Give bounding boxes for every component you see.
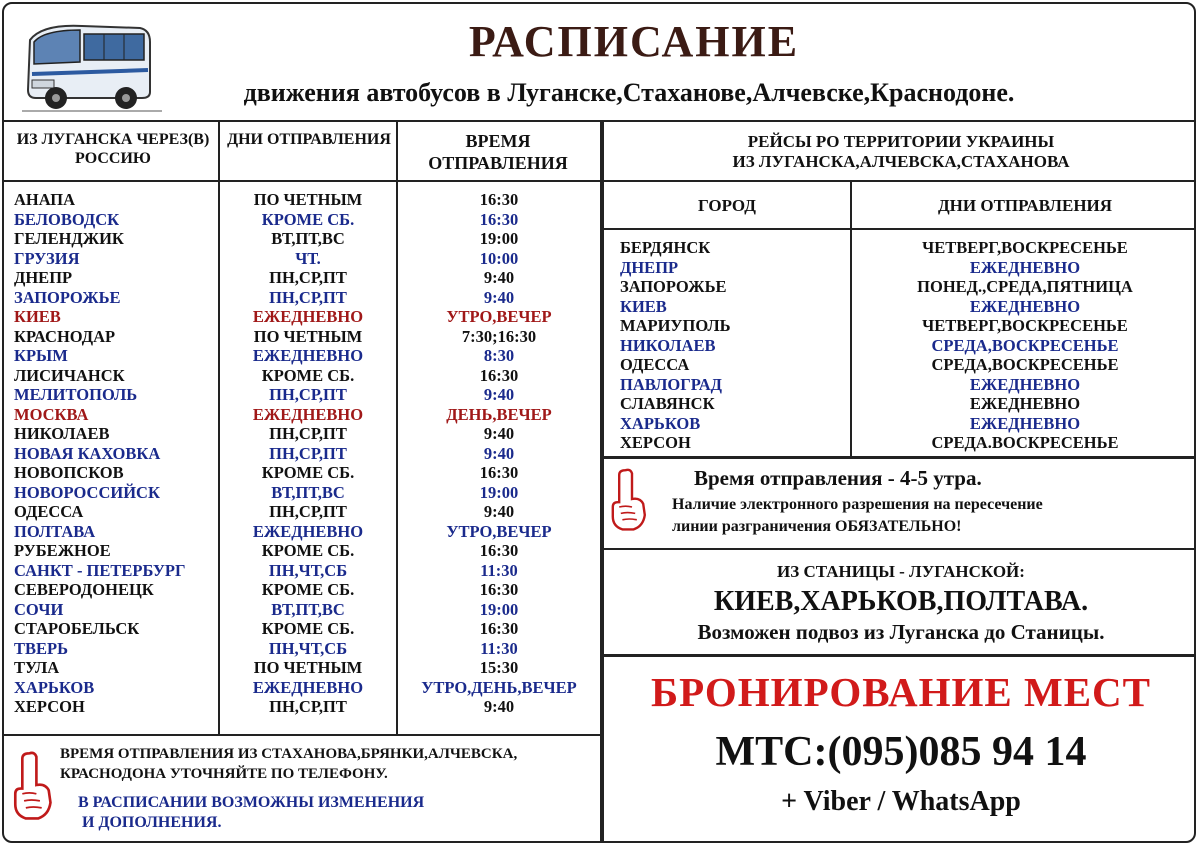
route-days: ЕЖЕДНЕВНО xyxy=(252,346,364,365)
ukraine-days-list xyxy=(852,238,1196,453)
route-days: ПН,СР,ПТ xyxy=(269,287,347,307)
route-time: ДЕНЬ,ВЕЧЕР xyxy=(446,404,552,424)
ukraine-route-city: ДНЕПР xyxy=(620,257,679,277)
route-time: 11:30 xyxy=(480,560,518,580)
left-header-divider xyxy=(4,180,600,182)
route-time: УТРО,ВЕЧЕР xyxy=(446,521,552,541)
route-city: НОВОПСКОВ xyxy=(14,463,124,482)
route-days: КРОМЕ СБ. xyxy=(261,619,355,638)
route-city: КРЫМ xyxy=(14,346,68,365)
route-days: ЕЖЕДНЕВНО xyxy=(252,404,364,424)
route-city: РУБЕЖНОЕ xyxy=(14,541,111,560)
header-right-days: ДНИ ОТПРАВЛЕНИЯ xyxy=(937,196,1113,215)
time-list xyxy=(398,190,600,717)
days-list xyxy=(220,190,396,717)
ukraine-route-days: ЧЕТВЕРГ,ВОСКРЕСЕНЬЕ xyxy=(922,316,1128,335)
route-time: УТРО,ВЕЧЕР xyxy=(446,307,552,326)
left-table-bottom xyxy=(4,734,600,736)
route-time: 9:40 xyxy=(483,697,515,716)
route-time: 19:00 xyxy=(479,482,519,502)
route-time: 19:00 xyxy=(479,599,519,619)
ukraine-route-city: ХЕРСОН xyxy=(620,433,691,452)
route-days: ВТ,ПТ,ВС xyxy=(271,599,345,619)
route-city: БЕЛОВОДСК xyxy=(14,209,120,229)
route-days: ВТ,ПТ,ВС xyxy=(271,229,345,248)
route-time: 9:40 xyxy=(483,424,515,443)
route-city: ТУЛА xyxy=(14,658,60,677)
ukraine-route-days: ЕЖЕДНЕВНО xyxy=(969,257,1081,277)
route-days: ПН,СР,ПТ xyxy=(269,697,347,716)
route-days: КРОМЕ СБ. xyxy=(261,209,355,229)
departure-time-note: Время отправления - 4-5 утра. xyxy=(694,466,982,490)
route-city: ГРУЗИЯ xyxy=(14,248,80,268)
ukraine-route-city: ХАРЬКОВ xyxy=(620,413,701,433)
route-city: ДНЕПР xyxy=(14,268,73,287)
booking-phone: МТС:(095)085 94 14 xyxy=(715,729,1087,775)
permit-divider xyxy=(604,548,1196,550)
route-time: 15:30 xyxy=(479,658,519,677)
route-days: ПО ЧЕТНЫМ xyxy=(253,190,363,209)
route-days: ПН,СР,ПТ xyxy=(269,443,347,463)
route-city: ЛИСИЧАНСК xyxy=(14,365,125,385)
route-time: 19:00 xyxy=(479,229,519,248)
route-city: КИЕВ xyxy=(14,307,61,326)
ukraine-route-city: ПАВЛОГРАД xyxy=(620,374,722,394)
permit-note-line2: линии разграничения ОБЯЗАТЕЛЬНО! xyxy=(672,518,962,535)
left-note-line4: И ДОПОЛНЕНИЯ. xyxy=(82,814,222,831)
ukraine-route-city: ЗАПОРОЖЬЕ xyxy=(620,277,727,296)
route-time: 16:30 xyxy=(479,365,519,385)
route-days: ПО ЧЕТНЫМ xyxy=(253,658,363,677)
route-city: САНКТ - ПЕТЕРБУРГ xyxy=(14,560,186,580)
left-note-line1: ВРЕМЯ ОТПРАВЛЕНИЯ ИЗ СТАХАНОВА,БРЯНКИ,АЛЧЕВСКА, xyxy=(60,746,518,762)
route-city: НИКОЛАЕВ xyxy=(14,424,110,443)
route-time: 11:30 xyxy=(480,638,518,658)
route-days: ПН,СР,ПТ xyxy=(269,424,347,443)
stanitsa-divider xyxy=(604,654,1196,657)
route-days: ПН,СР,ПТ xyxy=(269,502,347,521)
ukraine-route-city: СЛАВЯНСК xyxy=(620,394,715,413)
route-time: 16:30 xyxy=(479,463,519,482)
header-from-lugansk: ИЗ ЛУГАНСКА ЧЕРЕЗ(В) РОССИЮ xyxy=(16,131,210,167)
route-time: 9:40 xyxy=(483,287,515,307)
route-time: 16:30 xyxy=(479,619,519,638)
page-subtitle: движения автобусов в Луганске,Стаханове,Алчевске,Краснодоне. xyxy=(243,78,1015,107)
header-city: ГОРОД xyxy=(698,196,756,215)
route-city: КРАСНОДАР xyxy=(14,326,116,346)
route-city: СЕВЕРОДОНЕЦК xyxy=(14,580,154,599)
route-days: ВТ,ПТ,ВС xyxy=(271,482,345,502)
route-days: ЧТ. xyxy=(295,248,321,268)
route-time: 10:00 xyxy=(479,248,519,268)
route-time: УТРО,ДЕНЬ,ВЕЧЕР xyxy=(421,677,577,697)
route-days: ПН,ЧТ,СБ xyxy=(268,638,348,658)
route-city: МЕЛИТОПОЛЬ xyxy=(14,385,138,404)
route-time: 8:30 xyxy=(483,346,515,365)
route-city: СТАРОБЕЛЬСК xyxy=(14,619,140,638)
route-days: ЕЖЕДНЕВНО xyxy=(252,677,364,697)
right-header-divider xyxy=(604,228,1196,230)
booking-title: БРОНИРОВАНИЕ МЕСТ xyxy=(650,669,1152,715)
route-days: КРОМЕ СБ. xyxy=(261,365,355,385)
route-days: ЕЖЕДНЕВНО xyxy=(252,521,364,541)
ukraine-route-days: СРЕДА,ВОСКРЕСЕНЬЕ xyxy=(931,355,1119,374)
ukraine-route-city: НИКОЛАЕВ xyxy=(620,335,716,355)
route-city: ХЕРСОН xyxy=(14,697,85,716)
left-note-line3: В РАСПИСАНИИ ВОЗМОЖНЫ ИЗМЕНЕНИЯ xyxy=(78,794,425,811)
route-days: ПО ЧЕТНЫМ xyxy=(253,326,363,346)
stanitsa-line2: КИЕВ,ХАРЬКОВ,ПОЛТАВА. xyxy=(713,586,1089,617)
ukraine-route-days: ЕЖЕДНЕВНО xyxy=(969,374,1081,394)
ukraine-route-city: ОДЕССА xyxy=(620,355,690,374)
route-city: СОЧИ xyxy=(14,599,64,619)
stanitsa-line1: ИЗ СТАНИЦЫ - ЛУГАНСКОЙ: xyxy=(777,562,1025,581)
ukraine-route-days: ЕЖЕДНЕВНО xyxy=(969,296,1081,316)
route-city: ГЕЛЕНДЖИК xyxy=(14,229,124,248)
ukraine-route-days: ЕЖЕДНЕВНО xyxy=(969,413,1081,433)
ukraine-city-list xyxy=(620,238,848,453)
ukraine-route-days: ЧЕТВЕРГ,ВОСКРЕСЕНЬЕ xyxy=(922,238,1128,257)
route-time: 16:30 xyxy=(479,580,519,599)
route-time: 7:30;16:30 xyxy=(461,326,537,346)
route-days: КРОМЕ СБ. xyxy=(261,580,355,599)
route-time: 16:30 xyxy=(479,190,519,209)
route-city: МОСКВА xyxy=(14,404,89,424)
route-city: НОВОРОССИЙСК xyxy=(14,482,160,502)
pointing-hand-icon-right xyxy=(608,464,648,534)
route-time: 9:40 xyxy=(483,268,515,287)
route-city: АНАПА xyxy=(14,190,76,209)
route-days: ЕЖЕДНЕВНО xyxy=(252,307,364,326)
ukraine-routes-title: РЕЙСЫ РО ТЕРРИТОРИИ УКРАИНЫ ИЗ ЛУГАНСКА,АЛЧЕВСКА,СТАХАНОВА xyxy=(732,132,1070,171)
route-city: ОДЕССА xyxy=(14,502,84,521)
stanitsa-line3: Возможен подвоз из Луганска до Станицы. xyxy=(697,620,1105,644)
booking-messengers: + Viber / WhatsApp xyxy=(781,786,1021,817)
permit-note-line1: Наличие электронного разрешения на пересечение xyxy=(672,496,1043,513)
pointing-hand-icon xyxy=(10,742,54,828)
route-city: ПОЛТАВА xyxy=(14,521,96,541)
route-days: ПН,СР,ПТ xyxy=(269,385,347,404)
page-title: РАСПИСАНИЕ xyxy=(468,17,800,66)
right-table-bottom xyxy=(604,456,1196,459)
route-city: НОВАЯ КАХОВКА xyxy=(14,443,161,463)
route-days: КРОМЕ СБ. xyxy=(261,541,355,560)
ukraine-route-city: МАРИУПОЛЬ xyxy=(620,316,731,335)
city-list xyxy=(14,190,218,717)
schedule-poster xyxy=(2,2,1196,843)
route-days: ПН,ЧТ,СБ xyxy=(268,560,348,580)
ukraine-route-days: ПОНЕД.,СРЕДА,ПЯТНИЦА xyxy=(917,277,1133,296)
ukraine-route-days: СРЕДА.ВОСКРЕСЕНЬЕ xyxy=(931,433,1119,452)
ukraine-route-days: СРЕДА,ВОСКРЕСЕНЬЕ xyxy=(931,335,1119,355)
route-time: 16:30 xyxy=(479,209,519,229)
route-time: 16:30 xyxy=(479,541,519,560)
route-time: 9:40 xyxy=(483,443,515,463)
route-city: ХАРЬКОВ xyxy=(14,677,95,697)
right-title-divider xyxy=(604,180,1196,182)
route-city: ТВЕРЬ xyxy=(14,638,69,658)
left-note-line2: КРАСНОДОНА УТОЧНЯЙТЕ ПО ТЕЛЕФОНУ. xyxy=(60,766,388,782)
route-days: КРОМЕ СБ. xyxy=(261,463,355,482)
ukraine-route-days: ЕЖЕДНЕВНО xyxy=(969,394,1081,413)
route-time: 9:40 xyxy=(483,385,515,404)
route-days: ПН,СР,ПТ xyxy=(269,268,347,287)
ukraine-route-city: КИЕВ xyxy=(620,296,667,316)
header-departure-days: ДНИ ОТПРАВЛЕНИЯ xyxy=(227,131,391,148)
header-departure-time: ВРЕМЯ ОТПРАВЛЕНИЯ xyxy=(428,131,568,173)
ukraine-route-city: БЕРДЯНСК xyxy=(620,238,711,257)
route-city: ЗАПОРОЖЬЕ xyxy=(14,287,121,307)
route-time: 9:40 xyxy=(483,502,515,521)
